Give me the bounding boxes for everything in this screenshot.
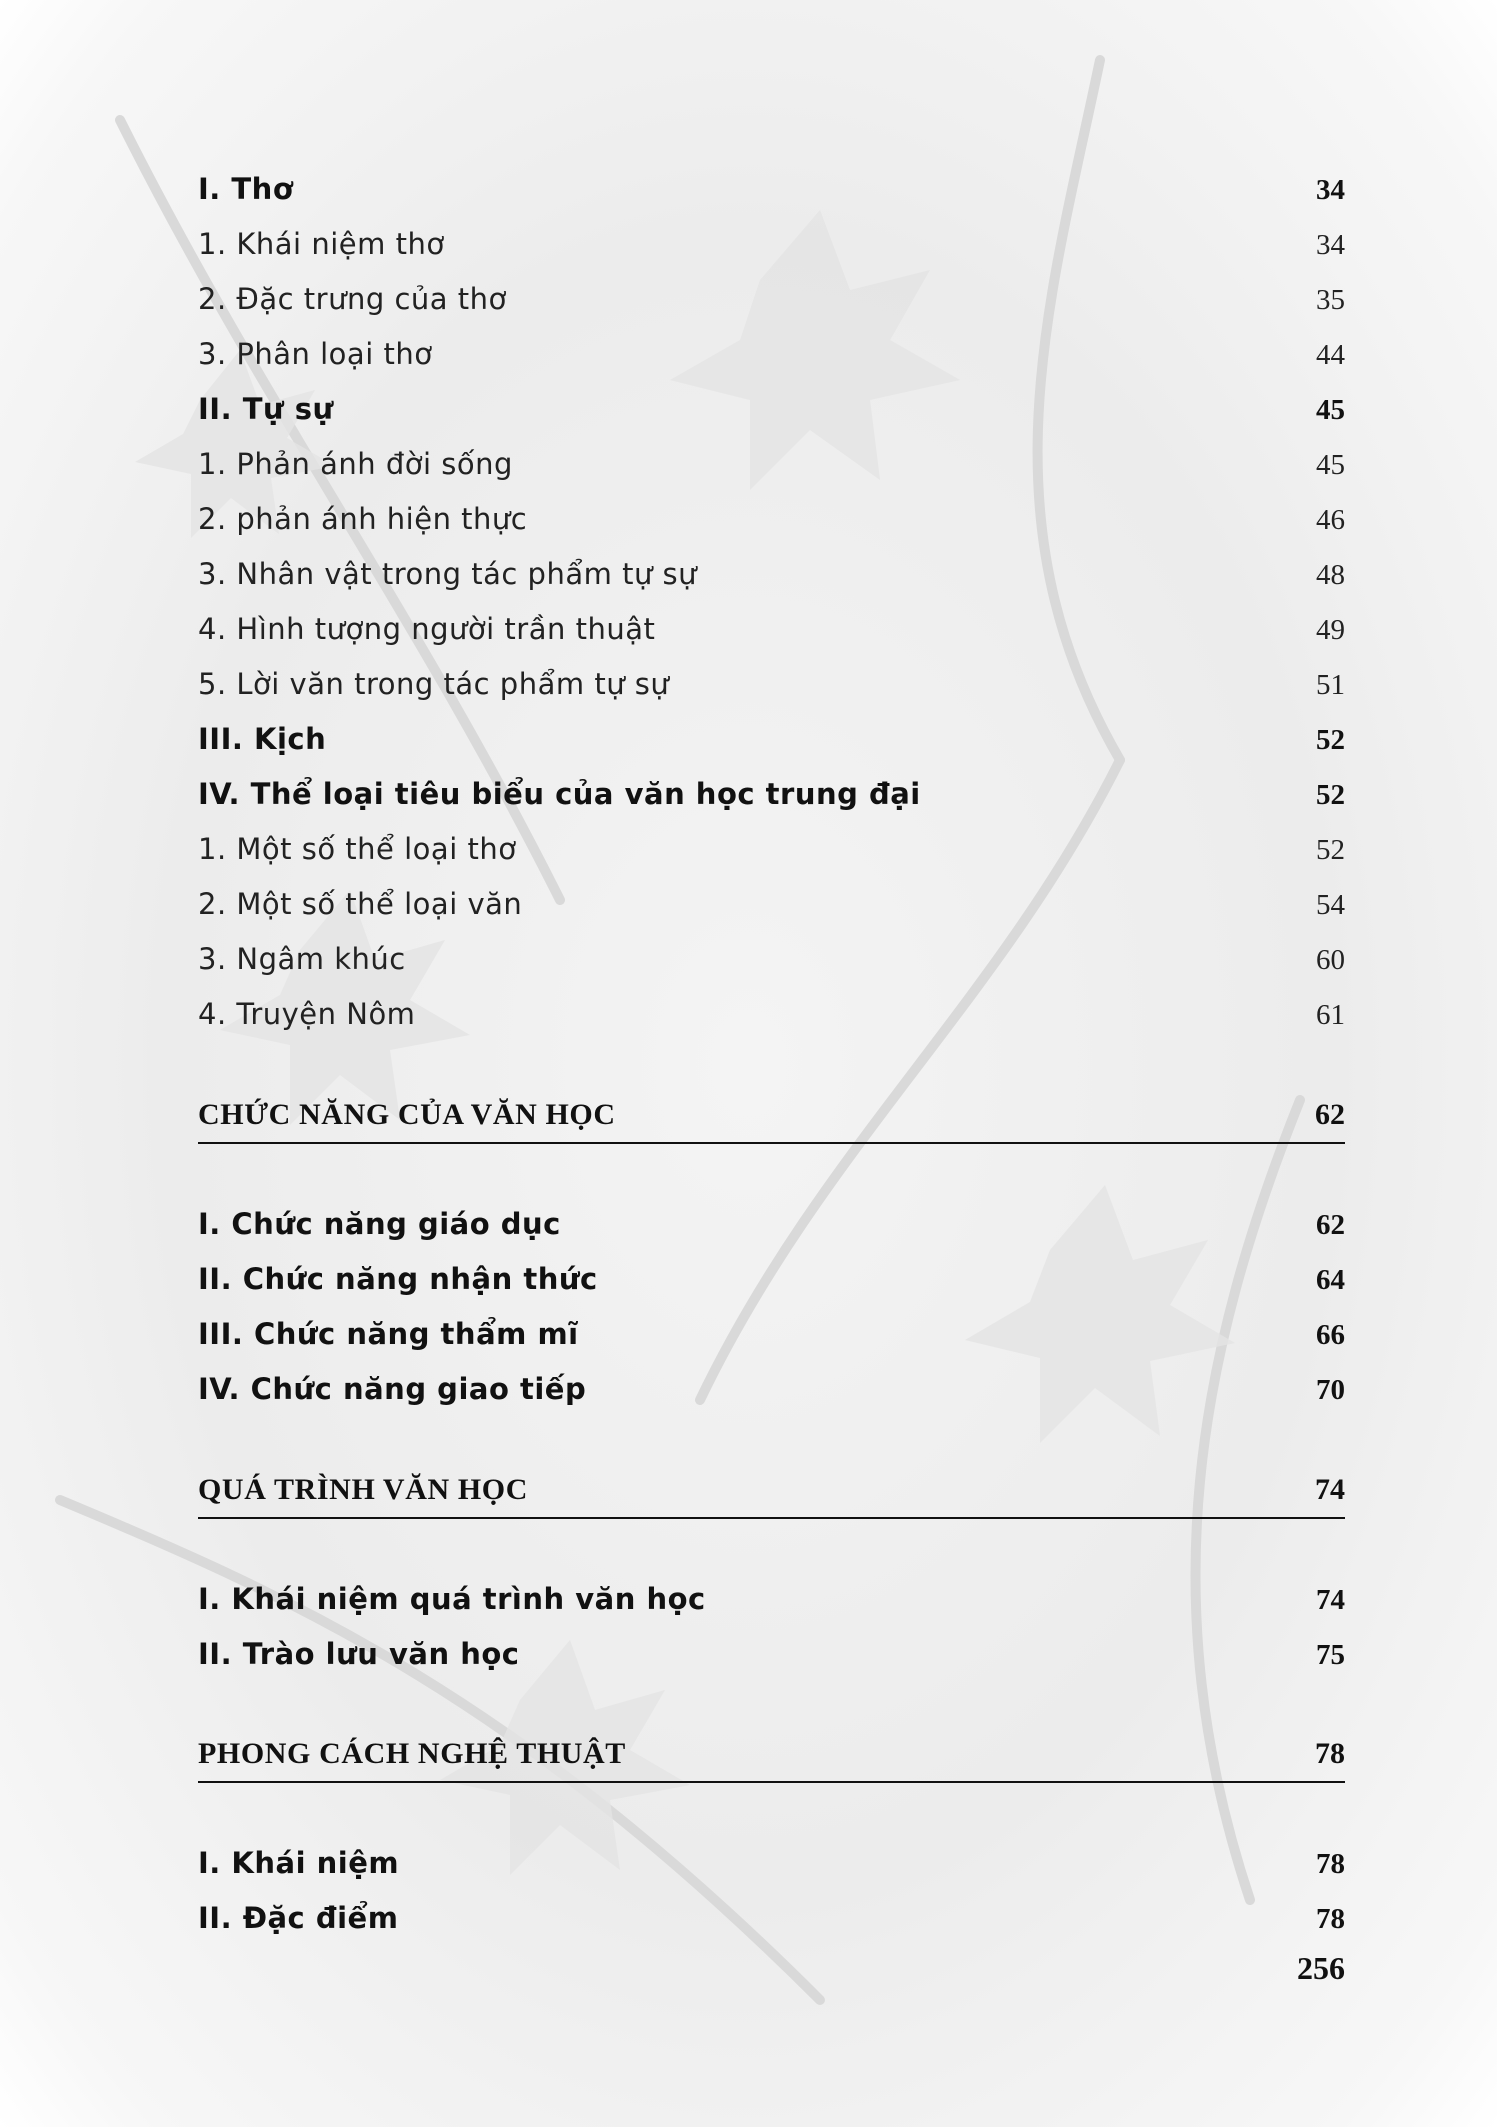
toc-entry-title: 3. Ngâm khúc	[198, 942, 406, 976]
toc-entry-title: 3. Nhân vật trong tác phẩm tự sự	[198, 557, 698, 591]
toc-entry[interactable]	[198, 502, 1345, 542]
toc-entry-title: 2. phản ánh hiện thực	[198, 502, 528, 536]
toc-entry[interactable]	[198, 997, 1345, 1037]
toc-entry-page: 49	[1316, 614, 1345, 646]
toc-entry-page: 74	[1316, 1584, 1345, 1616]
toc-entry-title: II. Đặc điểm	[198, 1901, 399, 1935]
chapter-title: QUÁ TRÌNH VĂN HỌC	[198, 1473, 528, 1506]
toc-entry-page: 51	[1316, 669, 1345, 701]
chapter-title: CHỨC NĂNG CỦA VĂN HỌC	[198, 1098, 616, 1131]
toc-entry-page: 34	[1316, 174, 1345, 206]
chapter-page: 74	[1315, 1473, 1345, 1506]
toc-entry-title: 1. Một số thể loại thơ	[198, 832, 517, 866]
toc-entry-title: 5. Lời văn trong tác phẩm tự sự	[198, 667, 670, 701]
toc-entry-page: 45	[1316, 449, 1345, 481]
toc-entry-title: 2. Một số thể loại văn	[198, 887, 523, 921]
toc-entry-title: II. Trào lưu văn học	[198, 1637, 520, 1671]
toc-entry-title: I. Chức năng giáo dục	[198, 1207, 561, 1241]
toc-entry[interactable]	[198, 557, 1345, 597]
toc-entry[interactable]	[198, 1207, 1345, 1247]
chapter-page: 78	[1315, 1737, 1345, 1770]
toc-entry-page: 61	[1316, 999, 1345, 1031]
toc-entry-page: 52	[1316, 779, 1345, 811]
toc-entry-title: I. Thơ	[198, 172, 294, 206]
toc-entry[interactable]	[198, 1582, 1345, 1622]
toc-entry-page: 34	[1316, 229, 1345, 261]
toc-entry-title: III. Chức năng thẩm mĩ	[198, 1317, 579, 1351]
toc-entry[interactable]	[198, 722, 1345, 762]
toc-entry[interactable]	[198, 832, 1345, 872]
toc-entry-page: 60	[1316, 944, 1345, 976]
toc-entry-page: 64	[1316, 1264, 1345, 1296]
toc-entry[interactable]	[198, 777, 1345, 817]
toc-entry[interactable]	[198, 1372, 1345, 1412]
toc-entry-title: I. Khái niệm	[198, 1846, 400, 1880]
toc-entry-page: 78	[1316, 1848, 1345, 1880]
toc-entry-page: 62	[1316, 1209, 1345, 1241]
toc-entry-title: 1. Khái niệm thơ	[198, 227, 445, 261]
toc-entry[interactable]	[198, 282, 1345, 322]
toc-chapter-heading[interactable]	[198, 1737, 1345, 1783]
toc-entry-page: 78	[1316, 1903, 1345, 1935]
toc-entry-title: IV. Thể loại tiêu biểu của văn học trung đại	[198, 777, 921, 811]
toc-entry[interactable]	[198, 942, 1345, 982]
toc-entry-title: II. Tự sự	[198, 392, 334, 426]
toc-entry-page: 70	[1316, 1374, 1345, 1406]
toc-entry-title: IV. Chức năng giao tiếp	[198, 1372, 587, 1406]
toc-entry-title: I. Khái niệm quá trình văn học	[198, 1582, 706, 1616]
toc-entry-title: 2. Đặc trưng của thơ	[198, 282, 507, 316]
chapter-page: 62	[1315, 1098, 1345, 1131]
toc-entry-page: 48	[1316, 559, 1345, 591]
toc-entry-title: 4. Truyện Nôm	[198, 997, 416, 1031]
toc-entry-page: 52	[1316, 724, 1345, 756]
chapter-title: PHONG CÁCH NGHỆ THUẬT	[198, 1737, 626, 1770]
toc-entry[interactable]	[198, 1637, 1345, 1677]
toc-entry[interactable]	[198, 1901, 1345, 1941]
toc-entry[interactable]	[198, 227, 1345, 267]
toc-entry[interactable]	[198, 887, 1345, 927]
page-number: 256	[1297, 1950, 1345, 1986]
toc-entry-title: 1. Phản ánh đời sống	[198, 447, 513, 481]
toc-entry[interactable]	[198, 392, 1345, 432]
toc-entry[interactable]	[198, 447, 1345, 487]
toc-entry-page: 45	[1316, 394, 1345, 426]
toc-entry-title: III. Kịch	[198, 722, 327, 756]
toc-chapter-heading[interactable]	[198, 1098, 1345, 1144]
toc-entry[interactable]	[198, 337, 1345, 377]
toc-entry[interactable]	[198, 612, 1345, 652]
toc-entry-title: 4. Hình tượng người trần thuật	[198, 612, 656, 646]
toc-entry-page: 75	[1316, 1639, 1345, 1671]
toc-entry-page: 52	[1316, 834, 1345, 866]
toc-entry-page: 46	[1316, 504, 1345, 536]
toc-entry-title: II. Chức năng nhận thức	[198, 1262, 598, 1296]
toc-chapter-heading[interactable]	[198, 1473, 1345, 1519]
toc-entry[interactable]	[198, 667, 1345, 707]
toc-entry[interactable]	[198, 172, 1345, 212]
toc-entry-page: 44	[1316, 339, 1345, 371]
toc-entry-page: 66	[1316, 1319, 1345, 1351]
toc-entry-page: 54	[1316, 889, 1345, 921]
toc-entry[interactable]	[198, 1262, 1345, 1302]
toc-entry-page: 35	[1316, 284, 1345, 316]
toc-entry-title: 3. Phân loại thơ	[198, 337, 433, 371]
toc-entry[interactable]	[198, 1317, 1345, 1357]
toc-entry[interactable]	[198, 1846, 1345, 1886]
